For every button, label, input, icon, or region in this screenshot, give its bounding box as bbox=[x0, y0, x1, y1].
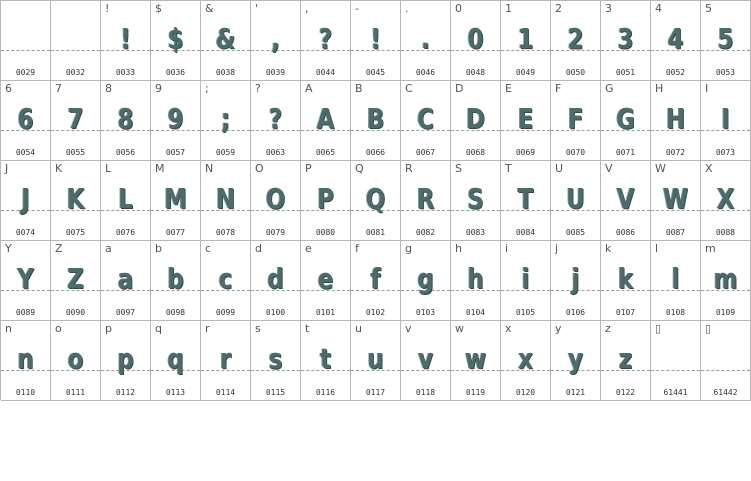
glyph-code: 0050 bbox=[565, 68, 586, 77]
glyph-preview: P bbox=[317, 182, 334, 215]
glyph-char-label: U bbox=[555, 162, 564, 175]
glyph-cell bbox=[51, 1, 101, 81]
glyph-code: 0078 bbox=[215, 228, 236, 237]
glyph-cell bbox=[701, 321, 751, 401]
glyph-cell bbox=[301, 241, 351, 321]
glyph-code: 0052 bbox=[665, 68, 686, 77]
glyph-char-label: A bbox=[305, 82, 313, 95]
glyph-code: 61441 bbox=[663, 388, 688, 397]
glyph-cell bbox=[201, 1, 251, 81]
glyph-char-label: H bbox=[655, 82, 664, 95]
glyph-preview: 1 bbox=[517, 22, 534, 55]
glyph-char-label: e bbox=[305, 242, 312, 255]
glyph-preview: M bbox=[164, 182, 187, 215]
baseline-guide bbox=[1, 50, 50, 51]
glyph-char-label: 9 bbox=[155, 82, 162, 95]
glyph-code: 0059 bbox=[215, 148, 236, 157]
glyph-char-label: a bbox=[105, 242, 112, 255]
glyph-code: 0085 bbox=[565, 228, 586, 237]
glyph-char-label: ? bbox=[255, 82, 261, 95]
glyph-preview: Z bbox=[67, 262, 84, 295]
glyph-char-label: c bbox=[205, 242, 212, 255]
glyph-code: 0122 bbox=[615, 388, 636, 397]
glyph-cell bbox=[701, 81, 751, 161]
glyph-char-label: L bbox=[105, 162, 112, 175]
glyph-preview: , bbox=[271, 22, 280, 55]
glyph-preview: F bbox=[567, 102, 584, 135]
glyph-char-label: ! bbox=[105, 2, 110, 15]
glyph-preview: 5 bbox=[717, 22, 734, 55]
glyph-char-label: S bbox=[455, 162, 462, 175]
glyph-preview: V bbox=[616, 182, 635, 215]
glyph-char-label: s bbox=[255, 322, 261, 335]
glyph-code: 0102 bbox=[365, 308, 386, 317]
glyph-code: 0045 bbox=[365, 68, 386, 77]
glyph-code: 0090 bbox=[65, 308, 86, 317]
glyph-cell bbox=[551, 1, 601, 81]
glyph-code: 0076 bbox=[115, 228, 136, 237]
glyph-cell bbox=[401, 241, 451, 321]
glyph-cell bbox=[701, 1, 751, 81]
glyph-code: 0112 bbox=[115, 388, 136, 397]
glyph-preview: U bbox=[566, 182, 585, 215]
glyph-char-label: x bbox=[505, 322, 512, 335]
glyph-code: 0086 bbox=[615, 228, 636, 237]
glyph-code: 0074 bbox=[15, 228, 36, 237]
glyph-cell bbox=[201, 321, 251, 401]
glyph-preview: q bbox=[167, 342, 184, 375]
glyph-char-label: P bbox=[305, 162, 312, 175]
glyph-code: 0075 bbox=[65, 228, 86, 237]
glyph-cell bbox=[401, 1, 451, 81]
glyph-char-label: p bbox=[105, 322, 112, 335]
glyph-cell bbox=[1, 81, 51, 161]
glyph-code: 0057 bbox=[165, 148, 186, 157]
glyph-char-label: 3 bbox=[605, 2, 612, 15]
glyph-code: 0066 bbox=[365, 148, 386, 157]
glyph-cell bbox=[101, 1, 151, 81]
glyph-char-label: $ bbox=[155, 2, 162, 15]
glyph-preview: Q bbox=[365, 182, 386, 215]
glyph-preview: u bbox=[367, 342, 384, 375]
glyph-code: 0101 bbox=[315, 308, 336, 317]
glyph-preview: 9 bbox=[167, 102, 184, 135]
glyph-cell bbox=[101, 321, 151, 401]
glyph-cell bbox=[201, 81, 251, 161]
glyph-code: 0029 bbox=[15, 68, 36, 77]
glyph-code: 0087 bbox=[665, 228, 686, 237]
glyph-cell bbox=[1, 161, 51, 241]
glyph-preview: c bbox=[218, 262, 233, 295]
glyph-cell bbox=[351, 161, 401, 241]
glyph-preview: E bbox=[517, 102, 534, 135]
glyph-code: 0103 bbox=[415, 308, 436, 317]
glyph-preview: i bbox=[521, 262, 530, 295]
glyph-cell bbox=[601, 241, 651, 321]
glyph-code: 0098 bbox=[165, 308, 186, 317]
glyph-preview: m bbox=[713, 262, 738, 295]
glyph-char-label: X bbox=[705, 162, 713, 175]
glyph-preview: ? bbox=[318, 22, 333, 55]
glyph-code: 0053 bbox=[715, 68, 736, 77]
glyph-code: 0116 bbox=[315, 388, 336, 397]
glyph-code: 0068 bbox=[465, 148, 486, 157]
glyph-char-label: W bbox=[655, 162, 666, 175]
glyph-cell bbox=[701, 161, 751, 241]
glyph-cell bbox=[151, 241, 201, 321]
glyph-code: 0079 bbox=[265, 228, 286, 237]
glyph-char-label: V bbox=[605, 162, 613, 175]
glyph-cell bbox=[651, 161, 701, 241]
glyph-char-label: G bbox=[605, 82, 614, 95]
glyph-cell bbox=[301, 161, 351, 241]
glyph-preview: b bbox=[167, 262, 184, 295]
glyph-cell bbox=[1, 241, 51, 321]
glyph-preview: L bbox=[118, 182, 133, 215]
glyph-cell bbox=[351, 1, 401, 81]
glyph-code: 0077 bbox=[165, 228, 186, 237]
glyph-preview: & bbox=[215, 22, 236, 55]
glyph-cell bbox=[651, 321, 701, 401]
glyph-preview: z bbox=[618, 342, 633, 375]
glyph-preview: w bbox=[464, 342, 487, 375]
baseline-guide bbox=[701, 370, 750, 371]
glyph-char-label: g bbox=[405, 242, 412, 255]
glyph-char-label: u bbox=[355, 322, 362, 335]
glyph-char-label: b bbox=[155, 242, 162, 255]
glyph-cell bbox=[501, 1, 551, 81]
glyph-cell bbox=[551, 161, 601, 241]
glyph-char-label: K bbox=[55, 162, 63, 175]
glyph-cell bbox=[101, 81, 151, 161]
glyph-char-label: r bbox=[205, 322, 210, 335]
glyph-char-label: 7 bbox=[55, 82, 62, 95]
glyph-code: 0110 bbox=[15, 388, 36, 397]
glyph-cell bbox=[51, 241, 101, 321]
glyph-char-label: 6 bbox=[5, 82, 12, 95]
glyph-char-label: i bbox=[505, 242, 509, 255]
glyph-cell bbox=[151, 1, 201, 81]
glyph-char-label: C bbox=[405, 82, 413, 95]
glyph-char-label: k bbox=[605, 242, 612, 255]
glyph-code: 0044 bbox=[315, 68, 336, 77]
glyph-char-label: 0 bbox=[455, 2, 462, 15]
glyph-char-label: ; bbox=[205, 82, 209, 95]
glyph-cell bbox=[351, 321, 401, 401]
glyph-char-label: w bbox=[455, 322, 464, 335]
glyph-cell bbox=[651, 1, 701, 81]
glyph-char-label: E bbox=[505, 82, 512, 95]
glyph-char-label: 8 bbox=[105, 82, 112, 95]
glyph-code: 0104 bbox=[465, 308, 486, 317]
glyph-preview: B bbox=[366, 102, 385, 135]
glyph-preview: g bbox=[417, 262, 434, 295]
glyph-char-label: D bbox=[455, 82, 464, 95]
glyph-char-label: 2 bbox=[555, 2, 562, 15]
glyph-preview: S bbox=[467, 182, 484, 215]
glyph-char-label: R bbox=[405, 162, 413, 175]
glyph-preview: 7 bbox=[67, 102, 84, 135]
glyph-preview: X bbox=[716, 182, 735, 215]
glyph-char-label: F bbox=[555, 82, 562, 95]
glyph-cell bbox=[351, 241, 401, 321]
glyph-cell bbox=[451, 1, 501, 81]
glyph-cell bbox=[301, 321, 351, 401]
glyph-char-label: y bbox=[555, 322, 562, 335]
glyph-preview: f bbox=[370, 262, 381, 295]
glyph-code: 0113 bbox=[165, 388, 186, 397]
glyph-preview: K bbox=[66, 182, 85, 215]
glyph-preview: W bbox=[662, 182, 689, 215]
glyph-code: 0039 bbox=[265, 68, 286, 77]
glyph-cell bbox=[151, 161, 201, 241]
glyph-code: 0067 bbox=[415, 148, 436, 157]
glyph-code: 0054 bbox=[15, 148, 36, 157]
glyph-code: 0119 bbox=[465, 388, 486, 397]
glyph-preview: . bbox=[421, 22, 430, 55]
glyph-code: 0083 bbox=[465, 228, 486, 237]
glyph-char-label: - bbox=[355, 2, 359, 15]
glyph-char-label: o bbox=[55, 322, 62, 335]
glyph-preview: O bbox=[265, 182, 286, 215]
glyph-cell bbox=[401, 321, 451, 401]
glyph-cell bbox=[251, 241, 301, 321]
glyph-code: 0106 bbox=[565, 308, 586, 317]
glyph-char-label: ' bbox=[255, 2, 259, 15]
glyph-char-label: M bbox=[155, 162, 165, 175]
glyph-preview: v bbox=[418, 342, 433, 375]
glyph-code: 0108 bbox=[665, 308, 686, 317]
glyph-preview: $ bbox=[167, 22, 184, 55]
baseline-guide bbox=[651, 370, 700, 371]
glyph-code: 0049 bbox=[515, 68, 536, 77]
glyph-cell bbox=[101, 241, 151, 321]
glyph-code: 0032 bbox=[65, 68, 86, 77]
glyph-cell bbox=[651, 241, 701, 321]
glyph-char-label: . bbox=[405, 2, 409, 15]
glyph-cell bbox=[401, 161, 451, 241]
glyph-preview: D bbox=[465, 102, 486, 135]
glyph-code: 0100 bbox=[265, 308, 286, 317]
glyph-preview: t bbox=[320, 342, 331, 375]
glyph-char-label: h bbox=[455, 242, 462, 255]
glyph-code: 0036 bbox=[165, 68, 186, 77]
glyph-code: 0082 bbox=[415, 228, 436, 237]
glyph-char-label: 1 bbox=[505, 2, 512, 15]
glyph-cell bbox=[251, 161, 301, 241]
glyph-preview: 4 bbox=[667, 22, 684, 55]
glyph-char-label: N bbox=[205, 162, 214, 175]
glyph-cell bbox=[601, 1, 651, 81]
glyph-preview: 0 bbox=[467, 22, 484, 55]
glyph-cell bbox=[501, 81, 551, 161]
glyph-cell bbox=[51, 321, 101, 401]
glyph-code: 0071 bbox=[615, 148, 636, 157]
glyph-cell bbox=[551, 81, 601, 161]
glyph-code: 0121 bbox=[565, 388, 586, 397]
glyph-preview: s bbox=[268, 342, 283, 375]
glyph-preview: G bbox=[616, 102, 635, 135]
glyph-preview: d bbox=[267, 262, 284, 295]
glyph-preview: h bbox=[467, 262, 484, 295]
glyph-char-label: Q bbox=[355, 162, 364, 175]
glyph-code: 0073 bbox=[715, 148, 736, 157]
glyph-cell bbox=[151, 321, 201, 401]
glyph-char-label: 5 bbox=[705, 2, 712, 15]
glyph-cell bbox=[551, 241, 601, 321]
glyph-cell bbox=[301, 1, 351, 81]
glyph-cell bbox=[451, 81, 501, 161]
glyph-code: 61442 bbox=[713, 388, 738, 397]
glyph-code: 0118 bbox=[415, 388, 436, 397]
glyph-preview: ? bbox=[268, 102, 283, 135]
glyph-cell bbox=[251, 321, 301, 401]
glyph-code: 0038 bbox=[215, 68, 236, 77]
glyph-code: 0048 bbox=[465, 68, 486, 77]
glyph-char-label: I bbox=[705, 82, 709, 95]
glyph-char-label: ▯ bbox=[705, 322, 712, 335]
glyph-cell bbox=[251, 81, 301, 161]
glyph-preview: ; bbox=[220, 102, 231, 135]
glyph-preview: l bbox=[671, 262, 680, 295]
glyph-code: 0099 bbox=[215, 308, 236, 317]
glyph-code: 0089 bbox=[15, 308, 36, 317]
glyph-char-label: z bbox=[605, 322, 611, 335]
glyph-preview: I bbox=[721, 102, 730, 135]
glyph-cell bbox=[351, 81, 401, 161]
glyph-preview: ! bbox=[370, 22, 381, 55]
glyph-cell bbox=[401, 81, 451, 161]
glyph-code: 0088 bbox=[715, 228, 736, 237]
glyph-preview: p bbox=[117, 342, 134, 375]
glyph-char-label: B bbox=[355, 82, 363, 95]
glyph-cell bbox=[651, 81, 701, 161]
glyph-code: 0051 bbox=[615, 68, 636, 77]
glyph-code: 0063 bbox=[265, 148, 286, 157]
glyph-code: 0081 bbox=[365, 228, 386, 237]
glyph-cell bbox=[201, 241, 251, 321]
glyph-cell bbox=[1, 321, 51, 401]
glyph-char-label: m bbox=[705, 242, 716, 255]
glyph-char-label: f bbox=[355, 242, 359, 255]
glyph-cell bbox=[601, 81, 651, 161]
glyph-preview: H bbox=[665, 102, 686, 135]
glyph-cell bbox=[451, 161, 501, 241]
glyph-cell bbox=[201, 161, 251, 241]
glyph-preview: j bbox=[571, 262, 580, 295]
glyph-char-label: Y bbox=[5, 242, 12, 255]
glyph-char-label: l bbox=[655, 242, 659, 255]
glyph-code: 0084 bbox=[515, 228, 536, 237]
glyph-cell bbox=[301, 81, 351, 161]
glyph-cell bbox=[101, 161, 151, 241]
glyph-cell bbox=[551, 321, 601, 401]
glyph-preview: J bbox=[21, 182, 30, 215]
glyph-code: 0055 bbox=[65, 148, 86, 157]
glyph-cell bbox=[601, 161, 651, 241]
glyph-code: 0065 bbox=[315, 148, 336, 157]
glyph-cell bbox=[251, 1, 301, 81]
glyph-char-label: 4 bbox=[655, 2, 662, 15]
glyph-char-label: J bbox=[5, 162, 9, 175]
glyph-char-label: Z bbox=[55, 242, 63, 255]
glyph-code: 0120 bbox=[515, 388, 536, 397]
glyph-code: 0072 bbox=[665, 148, 686, 157]
glyph-code: 0107 bbox=[615, 308, 636, 317]
glyph-char-label: ▯ bbox=[655, 322, 662, 335]
glyph-code: 0109 bbox=[715, 308, 736, 317]
glyph-code: 0097 bbox=[115, 308, 136, 317]
glyph-preview: 3 bbox=[617, 22, 634, 55]
glyph-cell bbox=[151, 81, 201, 161]
glyph-cell bbox=[601, 321, 651, 401]
glyph-cell bbox=[501, 161, 551, 241]
glyph-preview: r bbox=[219, 342, 232, 375]
glyph-cell bbox=[451, 321, 501, 401]
glyph-char-label: d bbox=[255, 242, 262, 255]
glyph-code: 0033 bbox=[115, 68, 136, 77]
glyph-preview: ! bbox=[120, 22, 131, 55]
glyph-code: 0115 bbox=[265, 388, 286, 397]
glyph-preview: o bbox=[67, 342, 84, 375]
glyph-char-label: O bbox=[255, 162, 264, 175]
glyph-code: 0046 bbox=[415, 68, 436, 77]
glyph-char-label: t bbox=[305, 322, 310, 335]
glyph-char-label: v bbox=[405, 322, 412, 335]
glyph-cell bbox=[701, 241, 751, 321]
glyph-code: 0111 bbox=[65, 388, 86, 397]
glyph-preview: y bbox=[568, 342, 583, 375]
glyph-preview: T bbox=[517, 182, 534, 215]
glyph-cell bbox=[51, 161, 101, 241]
glyph-code: 0069 bbox=[515, 148, 536, 157]
glyph-char-label: q bbox=[155, 322, 162, 335]
glyph-char-label: j bbox=[555, 242, 559, 255]
glyph-cell bbox=[51, 81, 101, 161]
glyph-code: 0080 bbox=[315, 228, 336, 237]
glyph-preview: 6 bbox=[17, 102, 34, 135]
glyph-char-label: T bbox=[505, 162, 512, 175]
glyph-preview: A bbox=[316, 102, 335, 135]
glyph-preview: a bbox=[117, 262, 134, 295]
glyph-preview: C bbox=[417, 102, 434, 135]
glyph-preview: 8 bbox=[117, 102, 134, 135]
glyph-preview: N bbox=[215, 182, 236, 215]
glyph-cell bbox=[501, 321, 551, 401]
glyph-code: 0114 bbox=[215, 388, 236, 397]
glyph-preview: e bbox=[317, 262, 334, 295]
glyph-char-label: n bbox=[5, 322, 12, 335]
glyph-preview: R bbox=[416, 182, 435, 215]
glyph-cell bbox=[451, 241, 501, 321]
baseline-guide bbox=[51, 50, 100, 51]
glyph-cell bbox=[1, 1, 51, 81]
glyph-cell bbox=[501, 241, 551, 321]
glyph-preview: n bbox=[17, 342, 34, 375]
glyph-code: 0117 bbox=[365, 388, 386, 397]
glyph-preview: Y bbox=[17, 262, 34, 295]
glyph-code: 0056 bbox=[115, 148, 136, 157]
glyph-preview: k bbox=[617, 262, 634, 295]
glyph-code: 0105 bbox=[515, 308, 536, 317]
glyph-char-label: , bbox=[305, 2, 309, 15]
glyph-preview: x bbox=[518, 342, 533, 375]
glyph-code: 0070 bbox=[565, 148, 586, 157]
glyph-preview: 2 bbox=[567, 22, 584, 55]
glyph-char-label: & bbox=[205, 2, 214, 15]
